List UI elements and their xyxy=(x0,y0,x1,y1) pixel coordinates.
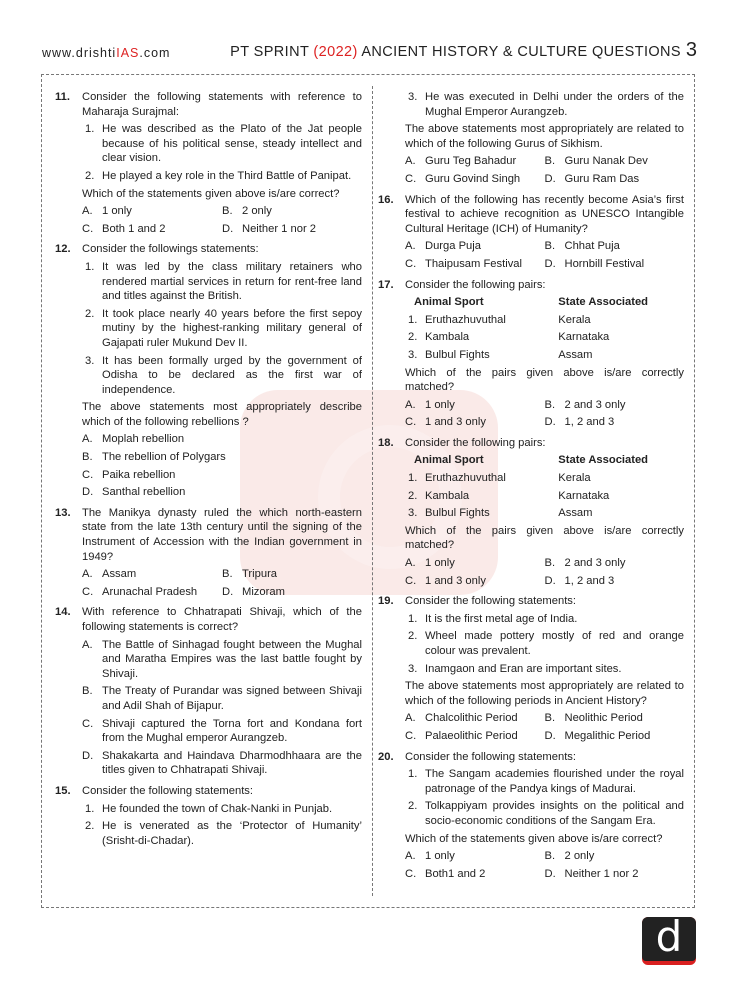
drishti-logo-icon: d xyxy=(655,912,683,961)
statement: 2. It took place nearly 40 years before the first sepoy mutiny by the highest-ranking military general of Gajapati ruler Mukund Dev II. xyxy=(85,307,362,349)
option: C. Shivaji captured the Torna fort and Kondana fort from the Mughal emperor Aurangzeb. xyxy=(82,717,362,745)
option: C. Arunachal Pradesh xyxy=(82,585,198,598)
statement: 1. The Sangam academies flourished under the royal patronage of the Pandya kings of Madurai. xyxy=(408,768,684,795)
option: A. Moplah rebellion xyxy=(82,433,185,446)
pair-row: 3. Bulbul Fights Assam xyxy=(408,348,593,361)
option: D. Shakakarta and Haindava Dharmodhhaara are the titles given to Chhatrapati Shivaji. xyxy=(82,749,362,777)
question-16: 16. Which of the following has recently become Asia’s first festival to achieve recognition as UNESCO Intangible Cultural Heritage (ICH) of Humanity? A. Durga Puja B. Chhat Puja C. Thaipusam Festival D. Hornbill Festival xyxy=(378,193,684,270)
statement: 3. Inamgaon and Eran are important sites. xyxy=(408,662,622,675)
option: C. Paika rebellion xyxy=(82,468,176,481)
site-url[interactable]: www.drishtiIAS.com xyxy=(42,46,171,60)
statement: 2. He is venerated as the ‘Protector of Humanity’ (Srisht-di-Chadar). xyxy=(85,820,362,847)
options xyxy=(405,556,684,588)
option: D. Megalithic Period xyxy=(544,729,651,742)
pair-row: 3. Bulbul Fights Assam xyxy=(408,507,593,520)
question-13: 13. The Manikya dynasty ruled the which north-eastern state from the late 13th century until the signing of the Instrument of Accession with the Indian government in 1949? A. Assam B. Tripura C. Arunachal Pradesh D. Mizoram xyxy=(55,506,362,598)
option: C. Thaipusam Festival xyxy=(405,257,522,270)
option: A. 1 only xyxy=(405,850,455,863)
statement: 1. He founded the town of Chak-Nanki in Punjab. xyxy=(85,802,333,815)
option: A. Durga Puja xyxy=(405,240,481,253)
option: D. Neither 1 nor 2 xyxy=(544,867,639,880)
question-14: 14. With reference to Chhatrapati Shivaji, which of the following statements is correct? A. The Battle of Sinhagad fought between the Mughal and Maratha Empires was the last battle fought by Shivaji. B. The Treaty of Purandar was signed between Shivaji and Adil Shah of Bijapur. C. Shivaji captured the Torna fort and Kondana fort from the Mughal emperor Aurangzeb. D. Shakakarta and Haindava Dharmodhhaara are the titles given to Chhatrapati Shivaji. xyxy=(55,606,362,777)
pairs-header: Animal Sport State Associated xyxy=(414,296,649,309)
page-title: PT SPRINT (2022) ANCIENT HISTORY & CULTURE QUESTIONS xyxy=(230,44,681,60)
statement: 1. It was led by the class military retainers who rendered martial services in return for rent-free land and titles against the British. xyxy=(85,260,362,303)
option: B. 2 only xyxy=(222,205,272,218)
option: A. Chalcolithic Period xyxy=(405,712,518,725)
option: C. Palaeolithic Period xyxy=(405,729,518,742)
pair-row: 2. Kambala Karnataka xyxy=(408,331,610,344)
right-column xyxy=(378,90,684,887)
option: B. 2 and 3 only xyxy=(544,398,626,411)
page-number: 3 xyxy=(685,39,697,61)
left-column xyxy=(55,90,362,854)
option: A. 1 only xyxy=(82,205,132,218)
option: B. Tripura xyxy=(222,568,278,581)
options xyxy=(82,204,362,236)
option: D. 1, 2 and 3 xyxy=(544,574,615,587)
option: B. Neolithic Period xyxy=(544,712,643,725)
pair-row: 1. Eruthazhuvuthal Kerala xyxy=(408,472,591,485)
option: B. The Treaty of Purandar was signed between Shivaji and Adil Shah of Bijapur. xyxy=(82,685,362,712)
option: C. Guru Govind Singh xyxy=(405,172,521,185)
option: A. Assam xyxy=(82,568,137,581)
question-20: 20. Consider the following statements: 1. The Sangam academies flourished under the royal patronage of the Pandya kings of Madurai. 2. Tolkappiyam provides insights on the political and socio-economic conditions of the Sangam Era. Which of the statements given above is/are correct? A. 1 only B. 2 only C. Both1 and 2 D. Neither 1 nor 2 xyxy=(378,750,684,880)
pairs-header: Animal Sport State Associated xyxy=(414,454,649,467)
statement: 2. Wheel made pottery mostly of red and orange colour was prevalent. xyxy=(408,630,684,657)
question-11: 11. Consider the following statements with reference to Maharaja Surajmal: 1. He was described as the Plato of the Jat people because of his political sense, steady intellect and clear vision. 2. He played a key role in the Third Battle of Panipat. Which of the statements given above is/are correct? A. 1 only B. 2 only C. Both 1 and 2 D. Neither 1 nor 2 xyxy=(55,91,362,235)
question-12: 12. Consider the followings statements: 1. It was led by the class military retainers who rendered martial services in return for rent-free land and titles against the British. 2. It took place nearly 40 years before the first sepoy mutiny by the highest-ranking military general of Gajapati ruler Mukund Dev II. 3. It has been formally urged by the government of Odisha to be declared as the first war of independence. The above statements most appropriately describe which of the following rebellions ? A. Moplah rebellion B. The rebellion of Polygars C. Paika rebellion D. Santhal rebellion xyxy=(55,243,362,499)
option: B. The rebellion of Polygars xyxy=(82,451,226,464)
options xyxy=(405,239,684,271)
options xyxy=(405,398,684,430)
option: B. 2 only xyxy=(544,850,595,863)
options xyxy=(405,154,684,186)
statement: 2. He played a key role in the Third Battle of Panipat. xyxy=(85,169,352,182)
statement: 3. It has been formally urged by the government of Odisha to be declared as the first war of independence. xyxy=(85,354,362,396)
option: A. The Battle of Sinhagad fought between the Mughal and Maratha Empires was the last battle fought by Shivaji. xyxy=(82,638,362,680)
option: D. Guru Ram Das xyxy=(544,172,640,185)
question-15-continued: 3. He was executed in Delhi under the orders of the Mughal Emperor Aurangzeb. The above statements most appropriately are related to which of the following Gurus of Sikhism. A. Guru Teg Bahadur B. Guru Nanak Dev C. Guru Govind Singh D. Guru Ram Das xyxy=(405,91,684,185)
statement: 2. Tolkappiyam provides insights on the political and socio-economic conditions of the Sangam Era. xyxy=(408,800,684,827)
question-19: 19. Consider the following statements: 1. It is the first metal age of India. 2. Wheel made pottery mostly of red and orange colour was prevalent. 3. Inamgaon and Eran are important sites. The above statements most appropriately are related to which of the following periods in Ancient History? A. Chalcolithic Period B. Neolithic Period C. Palaeolithic Period D. Megalithic Period xyxy=(378,595,684,742)
column-divider xyxy=(372,86,373,896)
option: C. Both 1 and 2 xyxy=(82,222,166,235)
question-18: 18. Consider the following pairs: Animal Sport State Associated 1. Eruthazhuvuthal Kerala 2. Kambala Karnataka 3. Bulbul Fights Assam Which of the pairs given above is/are correctly matched? A. 1 only B. 2 and 3 only C. 1 and 3 only D. 1, 2 and 3 xyxy=(378,436,684,587)
option: C. 1 and 3 only xyxy=(405,574,486,587)
question-15: 15. Consider the following statements: 1. He founded the town of Chak-Nanki in Punjab. 2. He is venerated as the ‘Protector of Humanity’ (Srisht-di-Chadar). xyxy=(55,784,362,847)
option: D. 1, 2 and 3 xyxy=(544,416,615,429)
options xyxy=(82,567,362,599)
option: D. Hornbill Festival xyxy=(544,257,645,270)
statement: 1. He was described as the Plato of the Jat people because of his political sense, steady intellect and clear vision. xyxy=(85,123,362,165)
option: A. Guru Teg Bahadur xyxy=(405,155,517,168)
option: A. 1 only xyxy=(405,557,455,570)
options xyxy=(405,849,684,881)
option: B. Guru Nanak Dev xyxy=(544,155,648,168)
option: C. Both1 and 2 xyxy=(405,867,486,880)
question-17: 17. Consider the following pairs: Animal Sport State Associated 1. Eruthazhuvuthal Kerala 2. Kambala Karnataka 3. Bulbul Fights Assam Which of the pairs given above is/are correctly matched? A. 1 only B. 2 and 3 only C. 1 and 3 only D. 1, 2 and 3 xyxy=(378,278,684,429)
pair-row: 2. Kambala Karnataka xyxy=(408,489,610,502)
statement: 3. He was executed in Delhi under the orders of the Mughal Emperor Aurangzeb. xyxy=(408,91,684,118)
option: A. 1 only xyxy=(405,398,455,411)
option: D. Santhal rebellion xyxy=(82,486,186,499)
option: C. 1 and 3 only xyxy=(405,416,486,429)
option: D. Mizoram xyxy=(222,585,285,598)
option: D. Neither 1 nor 2 xyxy=(222,222,317,235)
options xyxy=(405,711,684,743)
pair-row: 1. Eruthazhuvuthal Kerala xyxy=(408,313,591,326)
statement: 1. It is the first metal age of India. xyxy=(408,612,578,625)
option: B. Chhat Puja xyxy=(544,240,620,253)
option: B. 2 and 3 only xyxy=(544,557,626,570)
